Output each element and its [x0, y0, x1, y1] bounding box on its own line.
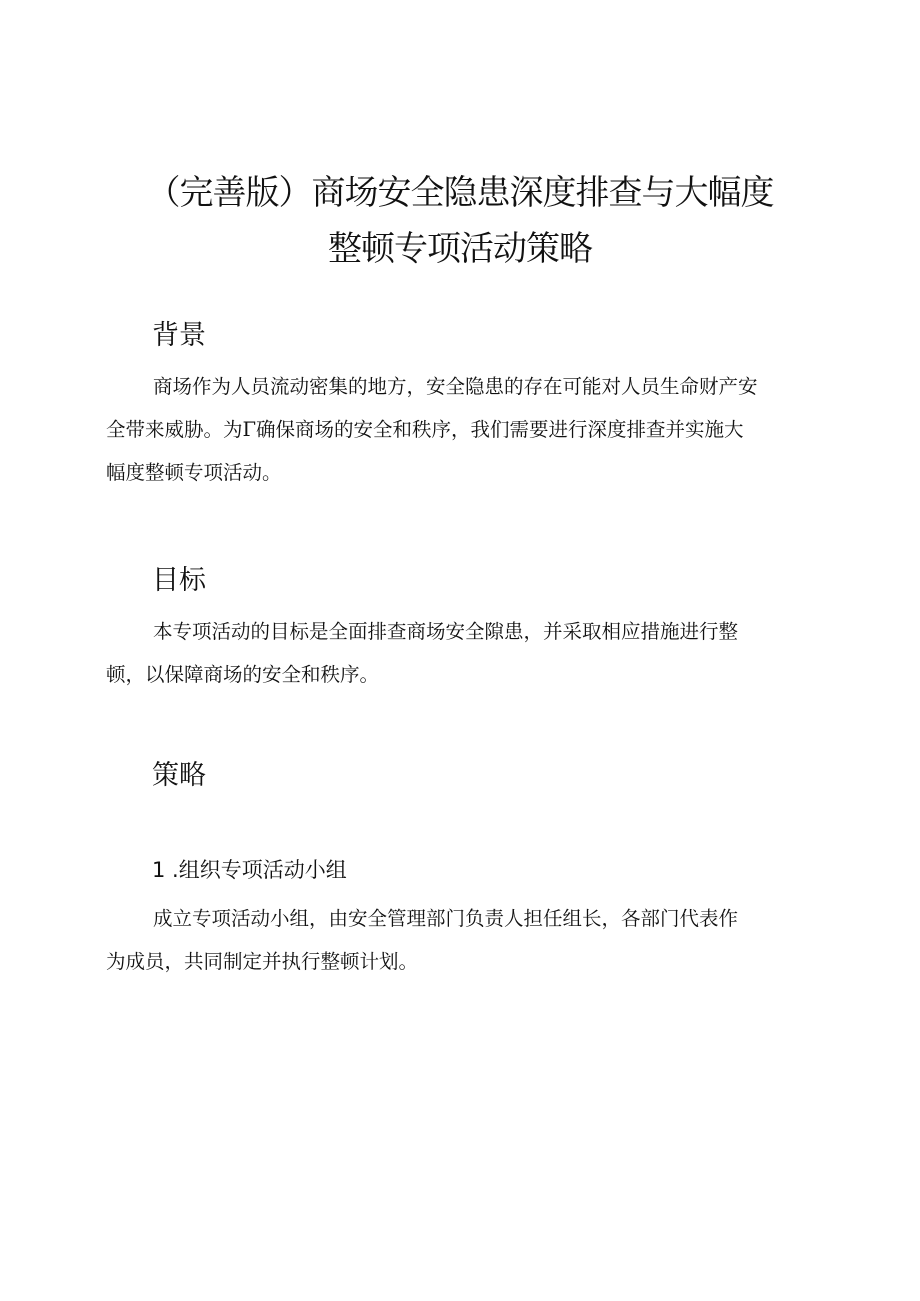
strategy-item-1-heading: 1 .组织专项活动小组 [152, 858, 347, 882]
strategy-heading: 策略 [152, 760, 206, 791]
paragraph-line: 全带来威胁。为Γ确保商场的安全和秩序，我们需要进行深度排查并实施大 [106, 418, 744, 441]
paragraph-line: 幅度整顿专项活动。 [106, 461, 282, 484]
paragraph-line: 成立专项活动小组，由安全管理部门负责人担任组长，各部门代表作 [153, 907, 739, 930]
title-line-1: （完善版）商场安全隐患深度排查与大幅度 [146, 173, 774, 213]
background-heading: 背景 [152, 320, 206, 351]
document-title [100, 165, 820, 277]
title-line-2: 整顿专项活动策略 [328, 229, 592, 269]
background-paragraph [106, 365, 826, 494]
strategy-item-1-paragraph [106, 897, 826, 983]
paragraph-line: 商场作为人员流动密集的地方，安全隐患的存在可能对人员生命财产安 [153, 375, 758, 398]
goal-heading: 目标 [152, 565, 206, 596]
goal-paragraph [106, 610, 826, 696]
paragraph-line: 顿，以保障商场的安全和秩序。 [106, 663, 380, 686]
paragraph-line: 本专项活动的目标是全面排查商场安全隙患，并采取相应措施进行整 [153, 620, 739, 643]
paragraph-line: 为成员，共同制定并执行整顿计划。 [106, 950, 419, 973]
